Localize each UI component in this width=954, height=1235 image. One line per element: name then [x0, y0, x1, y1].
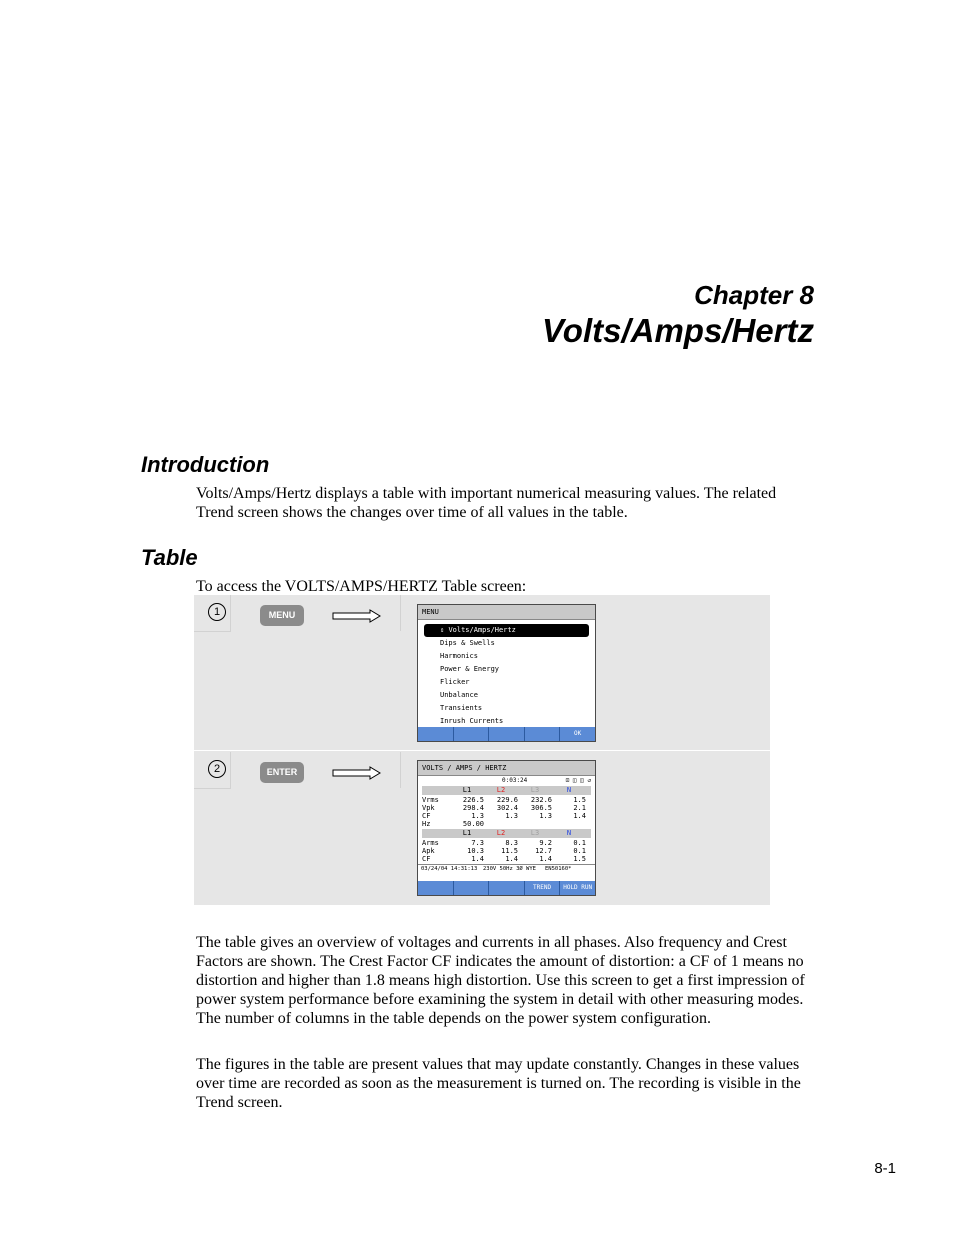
menu-item-inrush-currents[interactable]: Inrush Currents — [440, 717, 504, 725]
menu-item-transients[interactable]: Transients — [440, 704, 483, 712]
step-number: 2 — [208, 760, 226, 778]
softkey-f4[interactable] — [525, 727, 561, 741]
footer-date: 03/24/04 14:31:13 — [421, 866, 478, 872]
softkey-trend[interactable]: TREND — [525, 881, 561, 895]
phase-l3: L3 — [530, 786, 540, 794]
arrow-right-icon — [332, 609, 382, 623]
table-row: Apk 10.3 11.5 12.7 0.1 — [422, 847, 586, 855]
step-number: 1 — [208, 603, 226, 621]
step-number-cell — [194, 752, 231, 789]
key-cell — [232, 595, 401, 631]
menu-key-button[interactable]: MENU — [260, 605, 304, 626]
table-row: CF 1.4 1.4 1.4 1.5 — [422, 855, 586, 863]
status-icons: ⊡ ◫ ◫ ↺ — [565, 777, 591, 784]
softkey-f3[interactable] — [489, 881, 525, 895]
menu-screen-title: MENU — [418, 605, 595, 620]
current-phase-header — [422, 829, 591, 838]
menu-item-flicker[interactable]: Flicker — [440, 678, 470, 686]
chapter-label: Chapter 8 — [694, 280, 814, 310]
phase-l1: L1 — [462, 829, 472, 837]
page-number: 8-1 — [874, 1160, 896, 1177]
step-number-cell — [194, 595, 231, 632]
menu-item-dips-swells[interactable]: Dips & Swells — [440, 639, 495, 647]
footer-config: 230V 50Hz 3Ø WYE — [483, 866, 536, 872]
softkey-f3[interactable] — [489, 727, 525, 741]
softkey-f1[interactable] — [418, 881, 454, 895]
table-row: Hz 50.00 — [422, 820, 484, 828]
introduction-text: Volts/Amps/Hertz displays a table with important numerical measuring values. The related Trend screen shows the changes over time of all values in the table. — [196, 485, 777, 521]
phase-l2: L2 — [496, 829, 506, 837]
phase-n: N — [566, 786, 572, 794]
phase-l2: L2 — [496, 786, 506, 794]
menu-list — [418, 620, 595, 728]
table-row: Vpk 298.4 302.4 306.5 2.1 — [422, 804, 586, 812]
table-heading: Table — [141, 545, 198, 570]
vah-softkey-bar — [418, 881, 595, 895]
enter-key-button[interactable]: ENTER — [260, 762, 304, 783]
footer-standard: EN50160* — [545, 866, 572, 872]
key-cell — [232, 752, 401, 788]
vah-status-line — [418, 776, 595, 785]
introduction-heading: Introduction — [141, 452, 270, 477]
elapsed-time: 0:03:24 — [502, 777, 528, 784]
menu-softkey-bar — [418, 727, 595, 741]
table-lead: To access the VOLTS/AMPS/HERTZ Table screen: — [196, 578, 527, 595]
menu-item-harmonics[interactable]: Harmonics — [440, 652, 478, 660]
softkey-hold-run[interactable]: HOLD RUN — [563, 884, 593, 891]
softkey-ok[interactable]: OK — [574, 730, 582, 737]
updown-icon: ⇕ — [440, 626, 449, 634]
body-paragraph-1: The table gives an overview of voltages and currents in all phases. Also frequency and Crest Factors are shown. The Crest Factor CF indicates the amount of distortion: a CF of 1 means no distortion and higher than 1.8 means high distortion. Use this screen to get a first impression of power system performance before examining the system in detail with other measuring modes. The number of columns in the table depends on the power system configuration. — [196, 934, 805, 1027]
menu-item-power-energy[interactable]: Power & Energy — [440, 665, 500, 673]
body-paragraph-2: The figures in the table are present values that may update constantly. Changes in these values over time are recorded as soon as the measurement is turned on. The recording is visible in the Trend screen. — [196, 1056, 801, 1111]
table-row: Arms 7.3 8.3 9.2 0.1 — [422, 839, 586, 847]
chapter-title: Volts/Amps/Hertz — [542, 312, 814, 349]
menu-item-unbalance[interactable]: Unbalance — [440, 691, 478, 699]
softkey-f2[interactable] — [454, 727, 490, 741]
menu-item-volts-amps-hertz[interactable]: ⇕ Volts/Amps/Hertz — [424, 624, 589, 637]
vah-screen-title: VOLTS / AMPS / HERTZ — [418, 761, 595, 776]
menu-screen — [417, 604, 596, 742]
vah-screen — [417, 760, 596, 896]
phase-n: N — [566, 829, 572, 837]
softkey-f2[interactable] — [454, 881, 490, 895]
arrow-right-icon — [332, 766, 382, 780]
phase-l1: L1 — [462, 786, 472, 794]
softkey-f1[interactable] — [418, 727, 454, 741]
vah-footer — [418, 864, 595, 873]
table-row: CF 1.3 1.3 1.3 1.4 — [422, 812, 586, 820]
voltage-phase-header — [422, 786, 591, 795]
procedure-steps — [194, 595, 770, 905]
phase-l3: L3 — [530, 829, 540, 837]
step-divider — [194, 750, 770, 751]
table-row: Vrms 226.5 229.6 232.6 1.5 — [422, 796, 586, 804]
